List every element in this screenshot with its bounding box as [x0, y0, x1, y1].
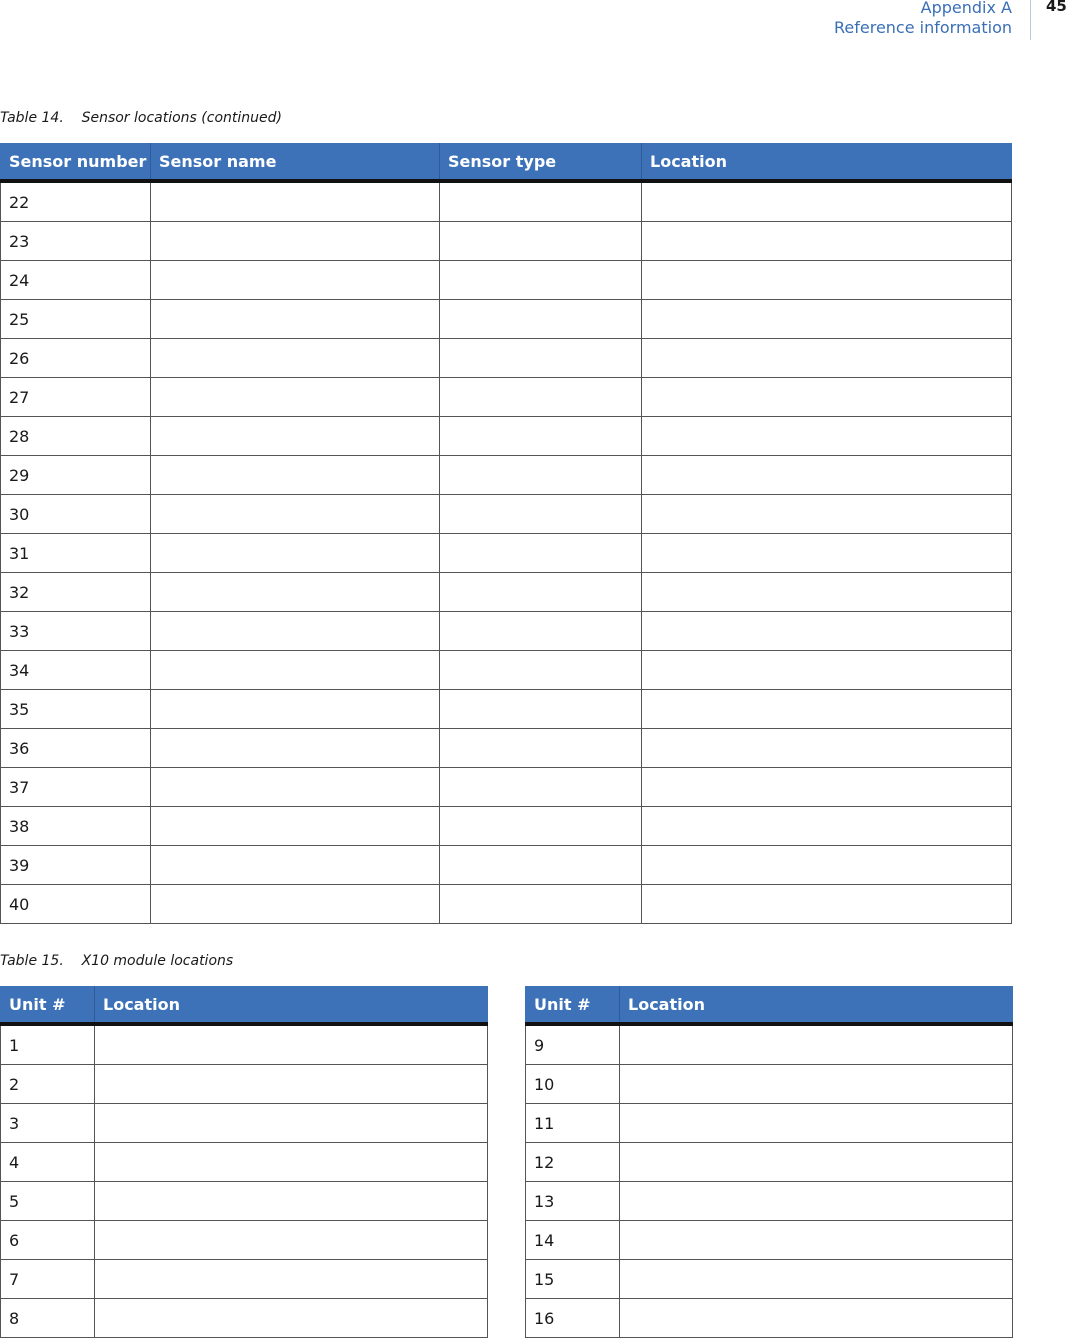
table-row [526, 1260, 1013, 1299]
blank-entry-cell[interactable] [95, 1260, 488, 1299]
blank-entry-cell[interactable] [440, 612, 642, 651]
table-row [526, 1299, 1013, 1338]
blank-entry-cell[interactable] [440, 573, 642, 612]
blank-entry-cell[interactable] [642, 378, 1012, 417]
table-row [526, 1065, 1013, 1104]
table-row [1, 456, 1012, 495]
blank-entry-cell[interactable] [642, 456, 1012, 495]
table-header-row [1, 143, 1012, 181]
column-header-location: Location [620, 986, 1013, 1024]
row-number-cell: 9 [526, 1024, 620, 1065]
blank-entry-cell[interactable] [440, 534, 642, 573]
row-number-cell: 29 [1, 456, 151, 495]
row-number-cell: 27 [1, 378, 151, 417]
blank-entry-cell[interactable] [620, 1299, 1013, 1338]
blank-entry-cell[interactable] [642, 885, 1012, 924]
row-number-cell: 15 [526, 1260, 620, 1299]
blank-entry-cell[interactable] [95, 1065, 488, 1104]
row-number-cell: 30 [1, 495, 151, 534]
blank-entry-cell[interactable] [440, 495, 642, 534]
table-header-row [1, 986, 488, 1024]
table-row [1, 1221, 488, 1260]
blank-entry-cell[interactable] [642, 417, 1012, 456]
table-row [1, 690, 1012, 729]
blank-entry-cell[interactable] [642, 573, 1012, 612]
blank-entry-cell[interactable] [151, 651, 440, 690]
blank-entry-cell[interactable] [151, 181, 440, 222]
table-row [1, 768, 1012, 807]
blank-entry-cell[interactable] [440, 261, 642, 300]
column-header-sensor-number: Sensor number [1, 143, 151, 181]
table-row [526, 1182, 1013, 1221]
blank-entry-cell[interactable] [642, 768, 1012, 807]
table-row [1, 1104, 488, 1143]
blank-entry-cell[interactable] [95, 1182, 488, 1221]
row-number-cell: 7 [1, 1260, 95, 1299]
table-row [1, 1024, 488, 1065]
table-row [1, 300, 1012, 339]
blank-entry-cell[interactable] [440, 339, 642, 378]
blank-entry-cell[interactable] [151, 846, 440, 885]
column-header-sensor-type: Sensor type [440, 143, 642, 181]
blank-entry-cell[interactable] [642, 729, 1012, 768]
blank-entry-cell[interactable] [642, 651, 1012, 690]
header-divider [1030, 0, 1031, 40]
blank-entry-cell[interactable] [95, 1143, 488, 1182]
row-number-cell: 8 [1, 1299, 95, 1338]
blank-entry-cell[interactable] [642, 339, 1012, 378]
appendix-label: Appendix A [920, 0, 1012, 17]
column-header-unit: Unit # [1, 986, 95, 1024]
blank-entry-cell[interactable] [620, 1221, 1013, 1260]
blank-entry-cell[interactable] [95, 1221, 488, 1260]
blank-entry-cell[interactable] [95, 1104, 488, 1143]
header-text [834, 0, 1012, 38]
blank-entry-cell[interactable] [440, 807, 642, 846]
blank-entry-cell[interactable] [151, 417, 440, 456]
blank-entry-cell[interactable] [642, 495, 1012, 534]
table-row [1, 573, 1012, 612]
table-row [526, 1024, 1013, 1065]
column-header-unit: Unit # [526, 986, 620, 1024]
column-header-location: Location [95, 986, 488, 1024]
blank-entry-cell[interactable] [440, 456, 642, 495]
table-row [526, 1221, 1013, 1260]
blank-entry-cell[interactable] [440, 690, 642, 729]
blank-entry-cell[interactable] [620, 1143, 1013, 1182]
blank-entry-cell[interactable] [440, 768, 642, 807]
blank-entry-cell[interactable] [440, 222, 642, 261]
blank-entry-cell[interactable] [151, 885, 440, 924]
row-number-cell: 32 [1, 573, 151, 612]
table-row [1, 651, 1012, 690]
blank-entry-cell[interactable] [642, 612, 1012, 651]
column-header-location: Location [642, 143, 1012, 181]
blank-entry-cell[interactable] [440, 181, 642, 222]
table-row [526, 1104, 1013, 1143]
blank-entry-cell[interactable] [151, 261, 440, 300]
blank-entry-cell[interactable] [620, 1104, 1013, 1143]
blank-entry-cell[interactable] [151, 690, 440, 729]
blank-entry-cell[interactable] [151, 378, 440, 417]
blank-entry-cell[interactable] [440, 300, 642, 339]
blank-entry-cell[interactable] [95, 1024, 488, 1065]
row-number-cell: 16 [526, 1299, 620, 1338]
blank-entry-cell[interactable] [151, 456, 440, 495]
table-row [1, 846, 1012, 885]
row-number-cell: 1 [1, 1024, 95, 1065]
x10-right-body [526, 1024, 1013, 1338]
table-row [1, 1299, 488, 1338]
blank-entry-cell[interactable] [642, 846, 1012, 885]
blank-entry-cell[interactable] [151, 573, 440, 612]
blank-entry-cell[interactable] [151, 612, 440, 651]
table-row [1, 339, 1012, 378]
blank-entry-cell[interactable] [151, 222, 440, 261]
table14-caption: Table 14. Sensor locations (continued) [0, 110, 282, 126]
column-header-sensor-name: Sensor name [151, 143, 440, 181]
row-number-cell: 24 [1, 261, 151, 300]
blank-entry-cell[interactable] [620, 1182, 1013, 1221]
blank-entry-cell[interactable] [642, 181, 1012, 222]
blank-entry-cell[interactable] [151, 768, 440, 807]
page-number: 45 [1046, 0, 1067, 15]
blank-entry-cell[interactable] [642, 261, 1012, 300]
x10-module-table-left [0, 986, 488, 1338]
sensor-table-body [1, 181, 1012, 924]
blank-entry-cell[interactable] [642, 300, 1012, 339]
row-number-cell: 38 [1, 807, 151, 846]
blank-entry-cell[interactable] [151, 729, 440, 768]
blank-entry-cell[interactable] [151, 495, 440, 534]
row-number-cell: 36 [1, 729, 151, 768]
blank-entry-cell[interactable] [440, 378, 642, 417]
table15-caption: Table 15. X10 module locations [0, 953, 234, 969]
row-number-cell: 4 [1, 1143, 95, 1182]
table-row [1, 222, 1012, 261]
row-number-cell: 33 [1, 612, 151, 651]
table-row [1, 1065, 488, 1104]
row-number-cell: 10 [526, 1065, 620, 1104]
table-row [1, 378, 1012, 417]
blank-entry-cell[interactable] [151, 339, 440, 378]
row-number-cell: 31 [1, 534, 151, 573]
table-row [1, 417, 1012, 456]
table-row [1, 534, 1012, 573]
row-number-cell: 37 [1, 768, 151, 807]
row-number-cell: 28 [1, 417, 151, 456]
row-number-cell: 2 [1, 1065, 95, 1104]
table-row [1, 1260, 488, 1299]
x10-left-body [1, 1024, 488, 1338]
row-number-cell: 22 [1, 181, 151, 222]
blank-entry-cell[interactable] [642, 534, 1012, 573]
blank-entry-cell[interactable] [620, 1065, 1013, 1104]
blank-entry-cell[interactable] [620, 1024, 1013, 1065]
blank-entry-cell[interactable] [642, 807, 1012, 846]
row-number-cell: 26 [1, 339, 151, 378]
blank-entry-cell[interactable] [440, 651, 642, 690]
sensor-locations-table [0, 143, 1012, 924]
blank-entry-cell[interactable] [440, 417, 642, 456]
row-number-cell: 25 [1, 300, 151, 339]
row-number-cell: 14 [526, 1221, 620, 1260]
table-row [1, 729, 1012, 768]
table-row [1, 1182, 488, 1221]
table-row [1, 885, 1012, 924]
table-row [1, 1143, 488, 1182]
row-number-cell: 34 [1, 651, 151, 690]
row-number-cell: 3 [1, 1104, 95, 1143]
blank-entry-cell[interactable] [440, 729, 642, 768]
blank-entry-cell[interactable] [440, 846, 642, 885]
table-row [1, 495, 1012, 534]
row-number-cell: 11 [526, 1104, 620, 1143]
table-row [526, 1143, 1013, 1182]
blank-entry-cell[interactable] [642, 690, 1012, 729]
table-header-row [526, 986, 1013, 1024]
row-number-cell: 12 [526, 1143, 620, 1182]
blank-entry-cell[interactable] [151, 300, 440, 339]
section-label: Reference information [834, 18, 1012, 37]
blank-entry-cell[interactable] [440, 885, 642, 924]
row-number-cell: 39 [1, 846, 151, 885]
blank-entry-cell[interactable] [151, 807, 440, 846]
row-number-cell: 13 [526, 1182, 620, 1221]
row-number-cell: 5 [1, 1182, 95, 1221]
table-row [1, 181, 1012, 222]
table-row [1, 807, 1012, 846]
table-row [1, 612, 1012, 651]
blank-entry-cell[interactable] [151, 534, 440, 573]
row-number-cell: 6 [1, 1221, 95, 1260]
row-number-cell: 35 [1, 690, 151, 729]
blank-entry-cell[interactable] [620, 1260, 1013, 1299]
row-number-cell: 40 [1, 885, 151, 924]
table-row [1, 261, 1012, 300]
blank-entry-cell[interactable] [642, 222, 1012, 261]
blank-entry-cell[interactable] [95, 1299, 488, 1338]
x10-module-table-right [525, 986, 1013, 1338]
row-number-cell: 23 [1, 222, 151, 261]
